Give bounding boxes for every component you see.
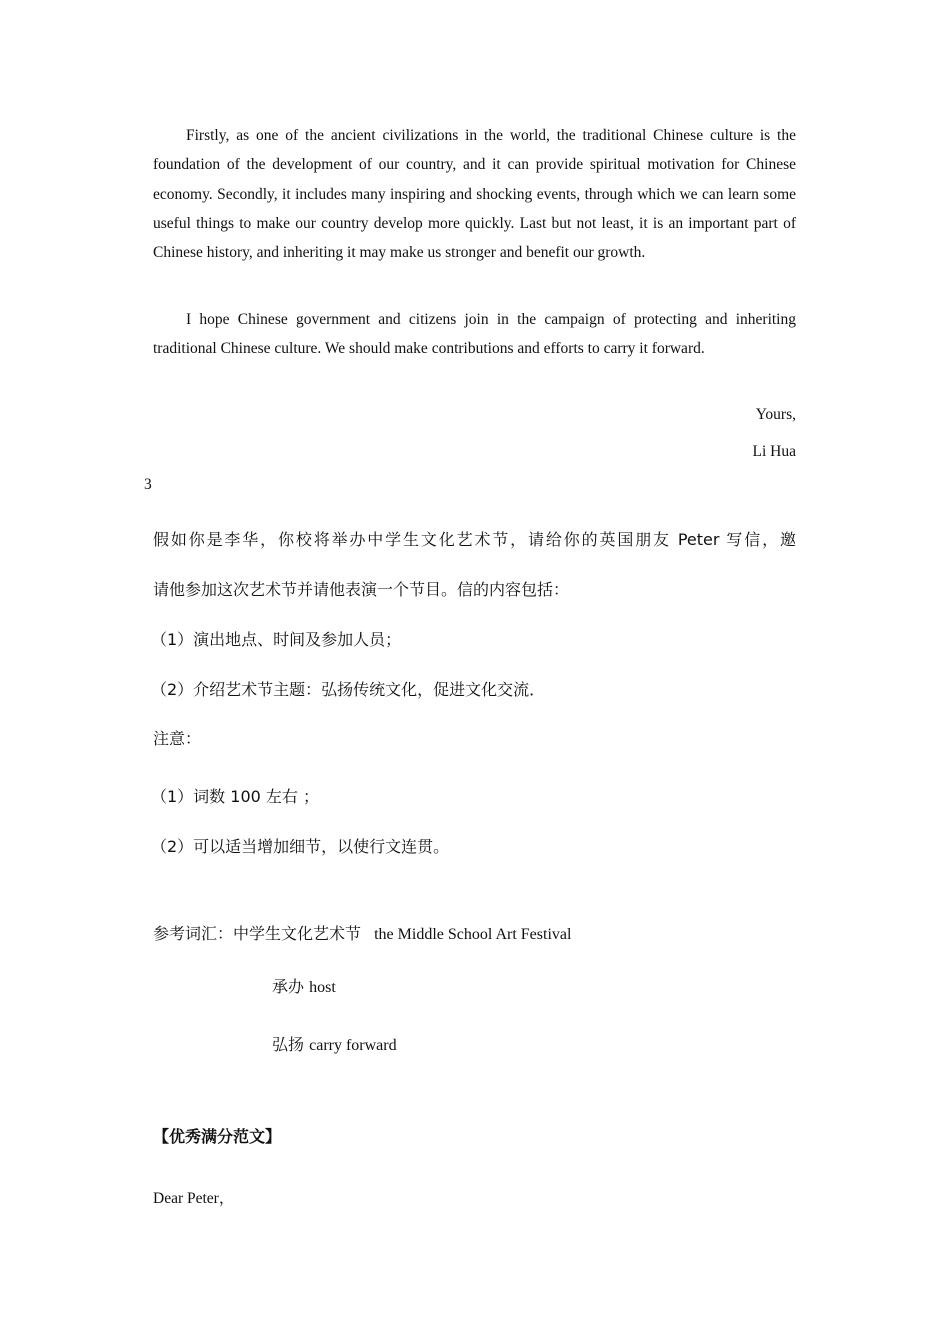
- prompt-item-1: （1）演出地点、时间及参加人员；: [151, 630, 402, 649]
- note-item-2: （2）可以适当增加细节，以使行文连贯。: [151, 837, 450, 856]
- vocab-term-2-en: host: [309, 979, 336, 996]
- vocab-line-3: [272, 1032, 397, 1055]
- vocab-term-1-en: the Middle School Art Festival: [374, 926, 572, 943]
- essay-paragraph-1-text: Firstly, as one of the ancient civilizations in the world, the traditional Chinese culture is the foundation of the development of our country, and it can provide spiritual motivation for Chinese economy. Secondly, it includes many inspiring and shocking events, through which we can learn some useful things to make our country develop more quickly. Last but not least, it is an important part of Chinese history, and inheriting it may make us stronger and benefit our growth.: [153, 127, 796, 262]
- vocab-term-2-cn: 承办: [272, 977, 305, 996]
- essay-closing: Yours,: [755, 406, 796, 423]
- sample-heading: 【优秀满分范文】: [153, 1127, 282, 1146]
- essay-paragraph-2-text: I hope Chinese government and citizens join in the campaign of protecting and inheriting traditional Chinese culture. We should make contributions and efforts to carry it forward.: [153, 311, 796, 358]
- question-number: 3: [144, 476, 152, 493]
- vocab-term-3-cn: 弘扬: [272, 1035, 305, 1054]
- prompt-line-2: 请他参加这次艺术节并请他表演一个节目。信的内容包括：: [153, 580, 570, 599]
- note-label: 注意：: [153, 729, 202, 748]
- vocab-line-2: [272, 974, 336, 997]
- prompt-line-1: 假如你是李华，你校将举办中学生文化艺术节，请给你的英国朋友 Peter 写信，邀: [153, 530, 796, 549]
- vocab-line-1: [153, 921, 571, 944]
- essay-paragraph-1: [153, 121, 796, 267]
- essay-signature: Li Hua: [752, 443, 796, 460]
- vocab-label: 参考词汇：中学生文化艺术节: [153, 924, 362, 943]
- vocab-term-3-en: carry forward: [309, 1037, 397, 1054]
- sample-greeting: Dear Peter，: [153, 1190, 235, 1207]
- essay-paragraph-2: [153, 305, 796, 364]
- note-item-1: （1）词数 100 左右 ；: [151, 787, 319, 806]
- prompt-item-2: （2）介绍艺术节主题：弘扬传统文化，促进文化交流．: [151, 680, 546, 699]
